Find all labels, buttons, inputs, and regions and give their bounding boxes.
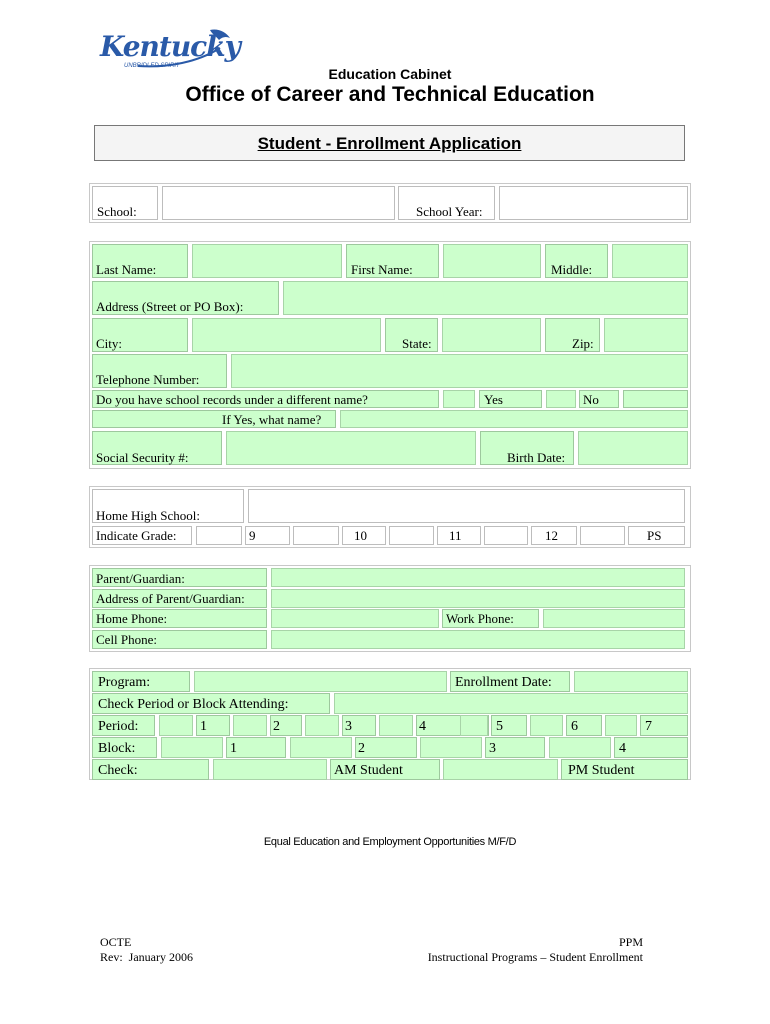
- pm-student-label: PM Student: [568, 763, 635, 778]
- period-7-label: 7: [645, 719, 652, 734]
- other-name-question: Do you have school records under a different name?: [96, 392, 368, 407]
- cell-phone-input[interactable]: [271, 630, 685, 649]
- birth-date-input[interactable]: [578, 431, 688, 465]
- ssn-input[interactable]: [226, 431, 476, 465]
- footer-left-line1: OCTE: [100, 935, 132, 949]
- period-2-checkbox[interactable]: [233, 715, 267, 736]
- cabinet-heading: Education Cabinet: [328, 66, 452, 82]
- home-high-school-input[interactable]: [248, 489, 685, 523]
- footer-right-line1: PPM: [618, 935, 643, 949]
- first-name-label: First Name:: [351, 262, 413, 277]
- block-4-label: 4: [619, 741, 626, 756]
- footer-left-line2: Rev: January 2006: [100, 950, 193, 964]
- logo-tagline: UNBRIDLED SPIRIT: [124, 63, 180, 69]
- period-6-checkbox[interactable]: [530, 715, 563, 736]
- check-period-input[interactable]: [334, 693, 688, 714]
- block-label: Block:: [98, 741, 136, 756]
- block-4-checkbox[interactable]: [549, 737, 611, 758]
- am-student-checkbox[interactable]: [213, 759, 327, 780]
- program-input[interactable]: [194, 671, 447, 692]
- work-phone-input[interactable]: [543, 609, 685, 628]
- enrollment-date-input[interactable]: [574, 671, 688, 692]
- home-phone-input[interactable]: [271, 609, 439, 628]
- equal-opportunity-notice: Equal Education and Employment Opportunities M/F/D: [263, 836, 517, 848]
- yes-checkbox[interactable]: [443, 390, 475, 408]
- school-label: School:: [97, 204, 137, 219]
- grade-11-label: 11: [449, 528, 462, 543]
- no-checkbox[interactable]: [546, 390, 576, 408]
- block-1-checkbox[interactable]: [161, 737, 223, 758]
- period-4-checkbox[interactable]: [379, 715, 413, 736]
- block-1-label: 1: [230, 741, 237, 756]
- zip-input[interactable]: [604, 318, 688, 352]
- footer-right-line2: Instructional Programs – Student Enrollment: [427, 950, 643, 964]
- work-phone-label: Work Phone:: [446, 611, 514, 626]
- grade-ps-checkbox[interactable]: [580, 526, 625, 545]
- grade-11-checkbox[interactable]: [389, 526, 434, 545]
- program-label: Program:: [98, 675, 151, 690]
- address-input[interactable]: [283, 281, 688, 315]
- period-label: Period:: [98, 719, 139, 734]
- school-year-input[interactable]: [499, 186, 688, 220]
- last-name-input[interactable]: [192, 244, 342, 278]
- block-3-checkbox[interactable]: [420, 737, 482, 758]
- check-label: Check:: [98, 763, 138, 778]
- blank-cell: [623, 390, 688, 408]
- other-name-input[interactable]: [340, 410, 688, 428]
- state-input[interactable]: [442, 318, 541, 352]
- middle-input[interactable]: [612, 244, 688, 278]
- grade-10-label: 10: [354, 528, 367, 543]
- logo-name: Kentucky: [100, 30, 240, 63]
- grade-10-checkbox[interactable]: [293, 526, 339, 545]
- block-3-label: 3: [489, 741, 496, 756]
- block-2-label: 2: [358, 741, 365, 756]
- last-name-label: Last Name:: [96, 262, 157, 277]
- home-high-school-label: Home High School:: [96, 508, 200, 523]
- parent-address-label: Address of Parent/Guardian:: [96, 591, 245, 606]
- middle-label: Middle:: [551, 262, 593, 277]
- yes-label: Yes: [484, 392, 503, 407]
- city-input[interactable]: [192, 318, 381, 352]
- block-2-checkbox[interactable]: [290, 737, 352, 758]
- form-title: Student - Enrollment Application: [257, 134, 522, 153]
- parent-guardian-input[interactable]: [271, 568, 685, 587]
- period-1-checkbox[interactable]: [159, 715, 193, 736]
- birth-date-label: Birth Date:: [507, 450, 566, 465]
- office-heading: Office of Career and Technical Education: [185, 83, 595, 106]
- zip-label: Zip:: [572, 336, 594, 351]
- school-year-label: School Year:: [416, 204, 483, 219]
- period-1-label: 1: [200, 719, 207, 734]
- period-5-checkbox[interactable]: [460, 715, 488, 736]
- if-yes-label: If Yes, what name?: [222, 412, 322, 427]
- city-label: City:: [96, 336, 123, 351]
- period-3-label: 3: [345, 719, 352, 734]
- period-6-label: 6: [571, 719, 578, 734]
- grade-9-label: 9: [249, 528, 256, 543]
- home-phone-label: Home Phone:: [96, 611, 168, 626]
- period-7-checkbox[interactable]: [605, 715, 637, 736]
- check-period-label: Check Period or Block Attending:: [98, 697, 289, 712]
- indicate-grade-label: Indicate Grade:: [96, 528, 177, 543]
- period-3-checkbox[interactable]: [305, 715, 339, 736]
- grade-ps-label: PS: [647, 528, 662, 543]
- telephone-label: Telephone Number:: [96, 372, 200, 387]
- school-input[interactable]: [162, 186, 395, 220]
- first-name-input[interactable]: [443, 244, 541, 278]
- period-4-label: 4: [419, 719, 426, 734]
- period-2-label: 2: [273, 719, 280, 734]
- state-label: State:: [402, 336, 432, 351]
- am-student-label: AM Student: [334, 763, 403, 778]
- parent-address-input[interactable]: [271, 589, 685, 608]
- grade-12-label: 12: [545, 528, 558, 543]
- no-label: No: [583, 392, 599, 407]
- telephone-input[interactable]: [231, 354, 688, 388]
- grade-12-checkbox[interactable]: [484, 526, 528, 545]
- ssn-label: Social Security #:: [96, 450, 189, 465]
- parent-guardian-label: Parent/Guardian:: [96, 571, 185, 586]
- grade-9-checkbox[interactable]: [196, 526, 242, 545]
- period-5-label: 5: [496, 719, 503, 734]
- enrollment-date-label: Enrollment Date:: [455, 675, 552, 690]
- cell-phone-label: Cell Phone:: [96, 632, 158, 647]
- address-label: Address (Street or PO Box):: [96, 299, 244, 314]
- pm-student-checkbox[interactable]: [443, 759, 558, 780]
